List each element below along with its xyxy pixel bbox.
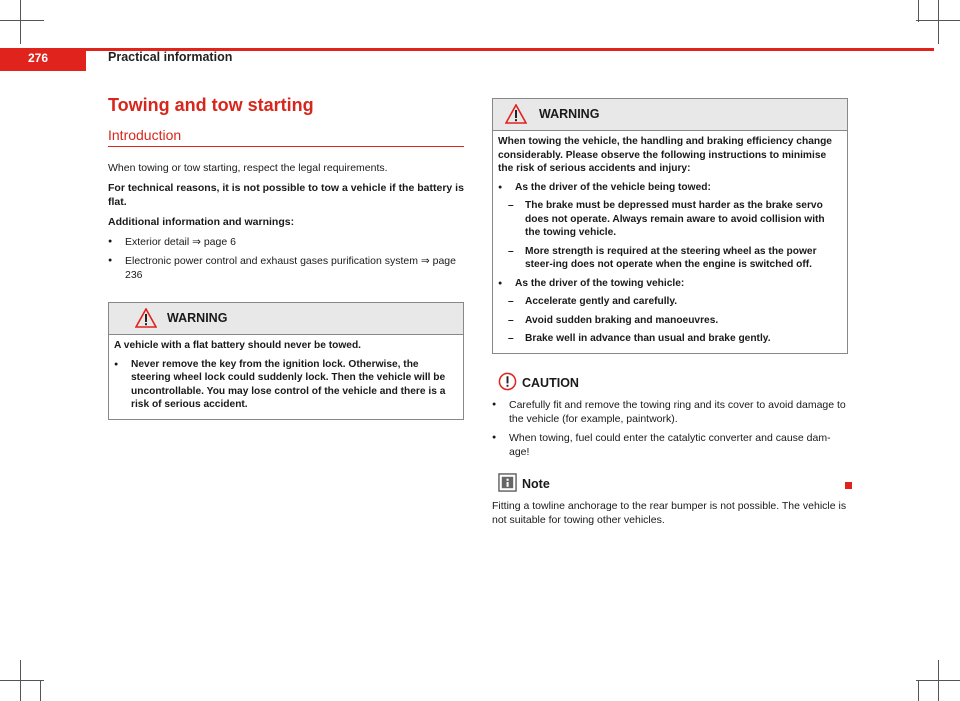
warning-list-item: ● As the driver of the towing vehicle:: [498, 277, 842, 291]
warning-box: [108, 302, 464, 420]
right-column: [492, 98, 848, 533]
warning-text: A vehicle with a flat battery should never be towed.: [114, 340, 362, 351]
crop-mark: [0, 20, 44, 21]
warning-box: [492, 98, 848, 354]
note-header: [492, 473, 848, 495]
section-heading: Introduction: [108, 128, 464, 147]
warning-body: [109, 335, 463, 419]
left-column: [108, 95, 464, 438]
section-end-marker: [845, 482, 852, 489]
crop-mark: [918, 0, 919, 22]
caution-list-item: ● Carefully fit and remove the towing ring and its cover to avoid damage to the vehicle (for example, paintwork).: [492, 398, 848, 426]
warning-sub-item: – Avoid sudden braking and manoeuvres.: [498, 314, 842, 328]
crop-mark: [918, 680, 919, 701]
caution-list-item: ● When towing, fuel could enter the catalytic converter and cause dam-age!: [492, 431, 848, 459]
note-title: Note: [522, 476, 550, 491]
warning-sub-item: – The brake must be depressed must harder as the brake servo does not operate. Always remain aware to avoid collision with the towing vehicle.: [498, 199, 842, 240]
page-number: 276: [28, 51, 49, 65]
list-item: ● Electronic power control and exhaust gases purification system ⇒ page 236: [108, 254, 464, 282]
note-icon: [498, 473, 517, 492]
warning-triangle-icon: [505, 104, 527, 124]
crop-mark: [916, 20, 960, 21]
crop-mark: [0, 680, 44, 681]
warning-list-item: ● Never remove the key from the ignition lock. Otherwise, the steering wheel lock could suddenly lock. Then the vehicle will be uncontrollable. You may lose control of the vehicle and there is a risk of serious accident.: [114, 358, 458, 412]
crop-mark: [938, 0, 939, 44]
crop-mark: [40, 680, 41, 701]
paragraph: For technical reasons, it is not possible to tow a vehicle if the battery is flat.: [108, 182, 464, 208]
warning-sub-item: – Brake well in advance than usual and brake gently.: [498, 332, 842, 346]
caution-header: [492, 372, 848, 394]
warning-header: [493, 99, 847, 131]
warning-triangle-icon: [135, 308, 157, 328]
caution-title: CAUTION: [522, 375, 579, 390]
crop-mark: [20, 0, 21, 44]
crop-mark: [916, 680, 960, 681]
page-title: Towing and tow starting: [108, 95, 314, 115]
warning-header: [109, 303, 463, 335]
warning-sub-item: – More strength is required at the steering wheel as the power steer-ing does not operate when the engine is switched off.: [498, 245, 842, 272]
warning-body: [493, 131, 847, 353]
warning-sub-item: – Accelerate gently and carefully.: [498, 295, 842, 309]
warning-text: When towing the vehicle, the handling and braking efficiency change considerably. Please observe the following instructions to minimise the risk of serious accidents and injury:: [498, 136, 832, 174]
note-text: Fitting a towline anchorage to the rear bumper is not possible. The vehicle is not suitable for towing other vehicles.: [492, 499, 847, 526]
list-item: ● Exterior detail ⇒ page 6: [108, 235, 464, 249]
warning-list-item: ● As the driver of the vehicle being towed:: [498, 181, 842, 195]
caution-icon: [498, 372, 517, 391]
running-header: Practical information: [108, 50, 233, 64]
warning-title: WARNING: [167, 311, 228, 325]
warning-title: WARNING: [539, 107, 600, 121]
paragraph: When towing or tow starting, respect the legal requirements.: [108, 162, 388, 174]
paragraph: Additional information and warnings:: [108, 216, 295, 228]
